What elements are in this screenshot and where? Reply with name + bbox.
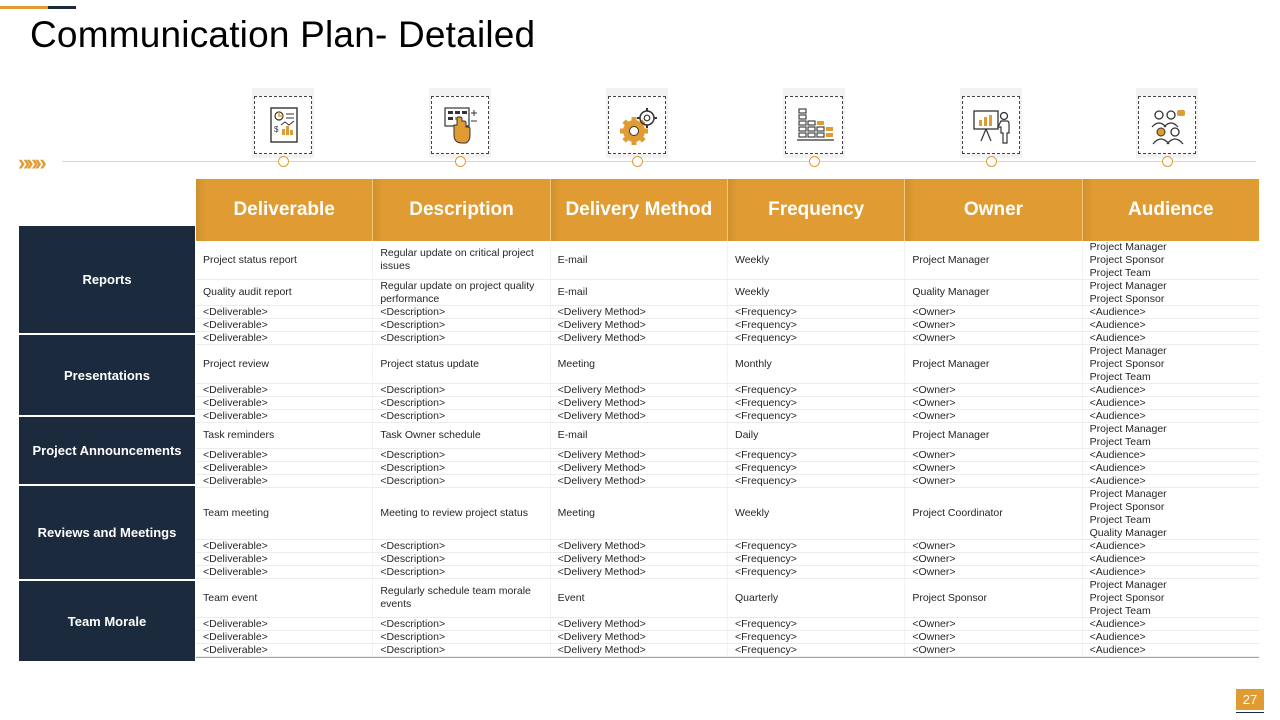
cell-deliverable: <Deliverable> (196, 644, 373, 656)
cell-audience (1083, 553, 1259, 565)
cell-delivery-method: <Delivery Method> (551, 462, 728, 474)
cell-delivery-method: <Delivery Method> (551, 540, 728, 552)
audience-entry: Project Team (1089, 266, 1151, 279)
page-number: 27 (1236, 689, 1264, 710)
cell-description: <Description> (373, 553, 550, 565)
audience-entry: <Audience> (1089, 644, 1146, 656)
cell-delivery-method: <Delivery Method> (551, 397, 728, 409)
cell-audience (1083, 397, 1259, 409)
cell-deliverable: <Deliverable> (196, 306, 373, 318)
audience-entry: Project Sponsor (1089, 357, 1165, 370)
cell-description: Regularly schedule team morale events (373, 579, 550, 617)
cell-delivery-method: <Delivery Method> (551, 319, 728, 331)
table-row (196, 423, 1259, 449)
icon-column-description (431, 88, 491, 168)
timeline-dot (1162, 156, 1173, 167)
cell-description: Task Owner schedule (373, 423, 550, 448)
cell-audience (1083, 449, 1259, 461)
cell-delivery-method: <Delivery Method> (551, 475, 728, 487)
table-row (196, 553, 1259, 566)
cell-description: Meeting to review project status (373, 488, 550, 539)
table-row (196, 241, 1259, 280)
cell-audience (1083, 488, 1259, 539)
cell-delivery-method: Event (551, 579, 728, 617)
audience-entry: <Audience> (1089, 410, 1146, 422)
cell-audience (1083, 345, 1259, 383)
audience-entry: Project Sponsor (1089, 591, 1165, 604)
audience-entry: Project Manager (1089, 579, 1167, 591)
table-row (196, 410, 1259, 423)
cell-owner: <Owner> (905, 332, 1082, 344)
cell-audience (1083, 631, 1259, 643)
cell-frequency: Weekly (728, 488, 905, 539)
table-row (196, 280, 1259, 306)
audience-entry: Project Manager (1089, 241, 1167, 253)
cell-frequency: Weekly (728, 280, 905, 305)
cell-deliverable: <Deliverable> (196, 540, 373, 552)
cell-delivery-method: <Delivery Method> (551, 566, 728, 578)
timeline-dot (632, 156, 643, 167)
timeline-dot (278, 156, 289, 167)
table-row (196, 475, 1259, 488)
cell-description: <Description> (373, 644, 550, 656)
cell-owner: <Owner> (905, 462, 1082, 474)
svg-text:$: $ (274, 125, 279, 134)
table-row (196, 462, 1259, 475)
table-row (196, 540, 1259, 553)
presentation-board-icon (971, 105, 1013, 147)
cell-frequency: <Frequency> (728, 566, 905, 578)
cell-owner: <Owner> (905, 566, 1082, 578)
header-owner: Owner (905, 179, 1082, 241)
touch-panel-icon (440, 105, 482, 147)
corner-accent-bar (0, 6, 48, 9)
cell-deliverable: <Deliverable> (196, 397, 373, 409)
cell-description: Regular update on critical project issues (373, 241, 550, 279)
cell-deliverable: Project review (196, 345, 373, 383)
cell-deliverable: <Deliverable> (196, 475, 373, 487)
cell-description: <Description> (373, 319, 550, 331)
audience-entry: Project Sponsor (1089, 500, 1165, 513)
slide-title: Communication Plan- Detailed (30, 14, 536, 55)
corner-accent-bar-dark (48, 6, 76, 9)
audience-entry: <Audience> (1089, 462, 1146, 474)
page-number-underline (1236, 712, 1264, 713)
audience-entry: <Audience> (1089, 618, 1146, 630)
cell-audience (1083, 410, 1259, 422)
cell-frequency: Monthly (728, 345, 905, 383)
cell-deliverable: <Deliverable> (196, 618, 373, 630)
cell-delivery-method: <Delivery Method> (551, 384, 728, 396)
icon-column-owner (962, 88, 1022, 168)
table-row (196, 345, 1259, 384)
table-row (196, 384, 1259, 397)
report-chart-icon (263, 105, 305, 147)
cell-description: Regular update on project quality performance (373, 280, 550, 305)
cell-frequency: <Frequency> (728, 631, 905, 643)
icon-column-deliverable (254, 88, 314, 168)
cell-owner: <Owner> (905, 553, 1082, 565)
cell-frequency: <Frequency> (728, 332, 905, 344)
audience-entry: Project Manager (1089, 345, 1167, 357)
cell-frequency: <Frequency> (728, 319, 905, 331)
cell-audience (1083, 566, 1259, 578)
cell-frequency: <Frequency> (728, 410, 905, 422)
cell-owner: Project Manager (905, 345, 1082, 383)
table-row (196, 397, 1259, 410)
timeline-dot (455, 156, 466, 167)
cell-frequency: <Frequency> (728, 397, 905, 409)
audience-entry: <Audience> (1089, 566, 1146, 578)
cell-delivery-method: <Delivery Method> (551, 449, 728, 461)
row-group-label: Reports (19, 226, 195, 335)
cell-frequency: <Frequency> (728, 618, 905, 630)
cell-frequency: <Frequency> (728, 540, 905, 552)
table-row (196, 332, 1259, 345)
audience-entry: <Audience> (1089, 397, 1146, 409)
cell-deliverable: Team event (196, 579, 373, 617)
cell-frequency: Quarterly (728, 579, 905, 617)
audience-entry: Project Team (1089, 604, 1151, 617)
cell-audience (1083, 462, 1259, 474)
chevron-arrows-icon: »»» (18, 150, 43, 175)
cell-delivery-method: Meeting (551, 488, 728, 539)
audience-entry: Project Team (1089, 435, 1151, 448)
cell-description: <Description> (373, 306, 550, 318)
cell-delivery-method: <Delivery Method> (551, 618, 728, 630)
cell-delivery-method: E-mail (551, 241, 728, 279)
cell-deliverable: <Deliverable> (196, 319, 373, 331)
audience-entry: <Audience> (1089, 306, 1146, 318)
cell-deliverable: <Deliverable> (196, 462, 373, 474)
cell-frequency: <Frequency> (728, 553, 905, 565)
cell-audience (1083, 280, 1259, 305)
cell-owner: <Owner> (905, 618, 1082, 630)
table-header (196, 179, 1259, 241)
cell-deliverable: <Deliverable> (196, 332, 373, 344)
cell-frequency: Weekly (728, 241, 905, 279)
cell-owner: <Owner> (905, 306, 1082, 318)
audience-entry: Project Manager (1089, 280, 1167, 292)
header-deliverable: Deliverable (196, 179, 373, 241)
cell-deliverable: Team meeting (196, 488, 373, 539)
cell-audience (1083, 540, 1259, 552)
timeline-dot (809, 156, 820, 167)
table-row (196, 566, 1259, 579)
cell-deliverable: Task reminders (196, 423, 373, 448)
cell-delivery-method: E-mail (551, 280, 728, 305)
cell-owner: Project Manager (905, 241, 1082, 279)
cell-delivery-method: <Delivery Method> (551, 332, 728, 344)
cell-owner: Quality Manager (905, 280, 1082, 305)
row-group-labels (19, 226, 195, 663)
table-row (196, 449, 1259, 462)
cell-owner: <Owner> (905, 644, 1082, 656)
cell-frequency: <Frequency> (728, 475, 905, 487)
audience-entry: <Audience> (1089, 553, 1146, 565)
cell-audience (1083, 306, 1259, 318)
cell-owner: Project Sponsor (905, 579, 1082, 617)
cell-description: <Description> (373, 618, 550, 630)
cell-description: <Description> (373, 566, 550, 578)
audience-entry: Quality Manager (1089, 526, 1167, 539)
table-row (196, 631, 1259, 644)
cell-description: <Description> (373, 540, 550, 552)
table-row (196, 306, 1259, 319)
cell-owner: <Owner> (905, 540, 1082, 552)
cell-owner: <Owner> (905, 449, 1082, 461)
row-group-label: Project Announcements (19, 417, 195, 486)
audience-entry: <Audience> (1089, 540, 1146, 552)
table-row (196, 644, 1259, 657)
audience-entry: Project Sponsor (1089, 292, 1165, 305)
cell-audience (1083, 332, 1259, 344)
cell-owner: <Owner> (905, 631, 1082, 643)
row-group-label: Reviews and Meetings (19, 486, 195, 581)
table-row (196, 579, 1259, 618)
cell-frequency: <Frequency> (728, 384, 905, 396)
cell-delivery-method: E-mail (551, 423, 728, 448)
header-description: Description (373, 179, 550, 241)
cell-audience (1083, 384, 1259, 396)
communication-plan-table (196, 179, 1259, 658)
cell-owner: <Owner> (905, 319, 1082, 331)
audience-entry: Project Team (1089, 513, 1151, 526)
team-audience-icon (1147, 105, 1189, 147)
cell-description: <Description> (373, 384, 550, 396)
cell-deliverable: Project status report (196, 241, 373, 279)
timeline-dot (986, 156, 997, 167)
cell-audience (1083, 475, 1259, 487)
cell-audience (1083, 579, 1259, 617)
table-row (196, 618, 1259, 631)
cell-description: Project status update (373, 345, 550, 383)
cell-delivery-method: <Delivery Method> (551, 553, 728, 565)
cell-frequency: <Frequency> (728, 644, 905, 656)
cell-audience (1083, 618, 1259, 630)
cell-description: <Description> (373, 410, 550, 422)
cell-deliverable: <Deliverable> (196, 384, 373, 396)
row-group-label: Presentations (19, 335, 195, 417)
cell-description: <Description> (373, 462, 550, 474)
cell-description: <Description> (373, 449, 550, 461)
audience-entry: <Audience> (1089, 319, 1146, 331)
cell-description: <Description> (373, 332, 550, 344)
cell-frequency: Daily (728, 423, 905, 448)
cell-owner: <Owner> (905, 384, 1082, 396)
audience-entry: Project Manager (1089, 488, 1167, 500)
gears-icon (617, 105, 659, 147)
cell-deliverable: <Deliverable> (196, 410, 373, 422)
cell-deliverable: <Deliverable> (196, 449, 373, 461)
cell-audience (1083, 241, 1259, 279)
cell-description: <Description> (373, 397, 550, 409)
header-delivery-method: Delivery Method (551, 179, 728, 241)
cell-owner: <Owner> (905, 397, 1082, 409)
cell-owner: Project Coordinator (905, 488, 1082, 539)
table-body (196, 241, 1259, 658)
cell-deliverable: <Deliverable> (196, 631, 373, 643)
cell-audience (1083, 423, 1259, 448)
cell-owner: <Owner> (905, 475, 1082, 487)
row-group-label: Team Morale (19, 581, 195, 663)
table-row (196, 319, 1259, 332)
cell-deliverable: <Deliverable> (196, 553, 373, 565)
cell-frequency: <Frequency> (728, 449, 905, 461)
cell-deliverable: Quality audit report (196, 280, 373, 305)
audience-entry: <Audience> (1089, 449, 1146, 461)
cell-frequency: <Frequency> (728, 306, 905, 318)
cell-frequency: <Frequency> (728, 462, 905, 474)
audience-entry: <Audience> (1089, 384, 1146, 396)
icon-column-frequency (785, 88, 845, 168)
cell-delivery-method: <Delivery Method> (551, 306, 728, 318)
cell-delivery-method: <Delivery Method> (551, 644, 728, 656)
cell-owner: Project Manager (905, 423, 1082, 448)
audience-entry: Project Team (1089, 370, 1151, 383)
cell-delivery-method: <Delivery Method> (551, 410, 728, 422)
table-row (196, 488, 1259, 540)
cell-delivery-method: <Delivery Method> (551, 631, 728, 643)
cell-description: <Description> (373, 475, 550, 487)
cell-deliverable: <Deliverable> (196, 566, 373, 578)
cell-audience (1083, 644, 1259, 656)
cell-audience (1083, 319, 1259, 331)
header-audience: Audience (1083, 179, 1259, 241)
audience-entry: Project Manager (1089, 423, 1167, 435)
bar-stack-icon (794, 105, 836, 147)
icon-column-audience (1138, 88, 1198, 168)
cell-owner: <Owner> (905, 410, 1082, 422)
audience-entry: <Audience> (1089, 475, 1146, 487)
icon-column-delivery-method (608, 88, 668, 168)
audience-entry: Project Sponsor (1089, 253, 1165, 266)
audience-entry: <Audience> (1089, 631, 1146, 643)
header-frequency: Frequency (728, 179, 905, 241)
cell-description: <Description> (373, 631, 550, 643)
cell-delivery-method: Meeting (551, 345, 728, 383)
audience-entry: <Audience> (1089, 332, 1146, 344)
